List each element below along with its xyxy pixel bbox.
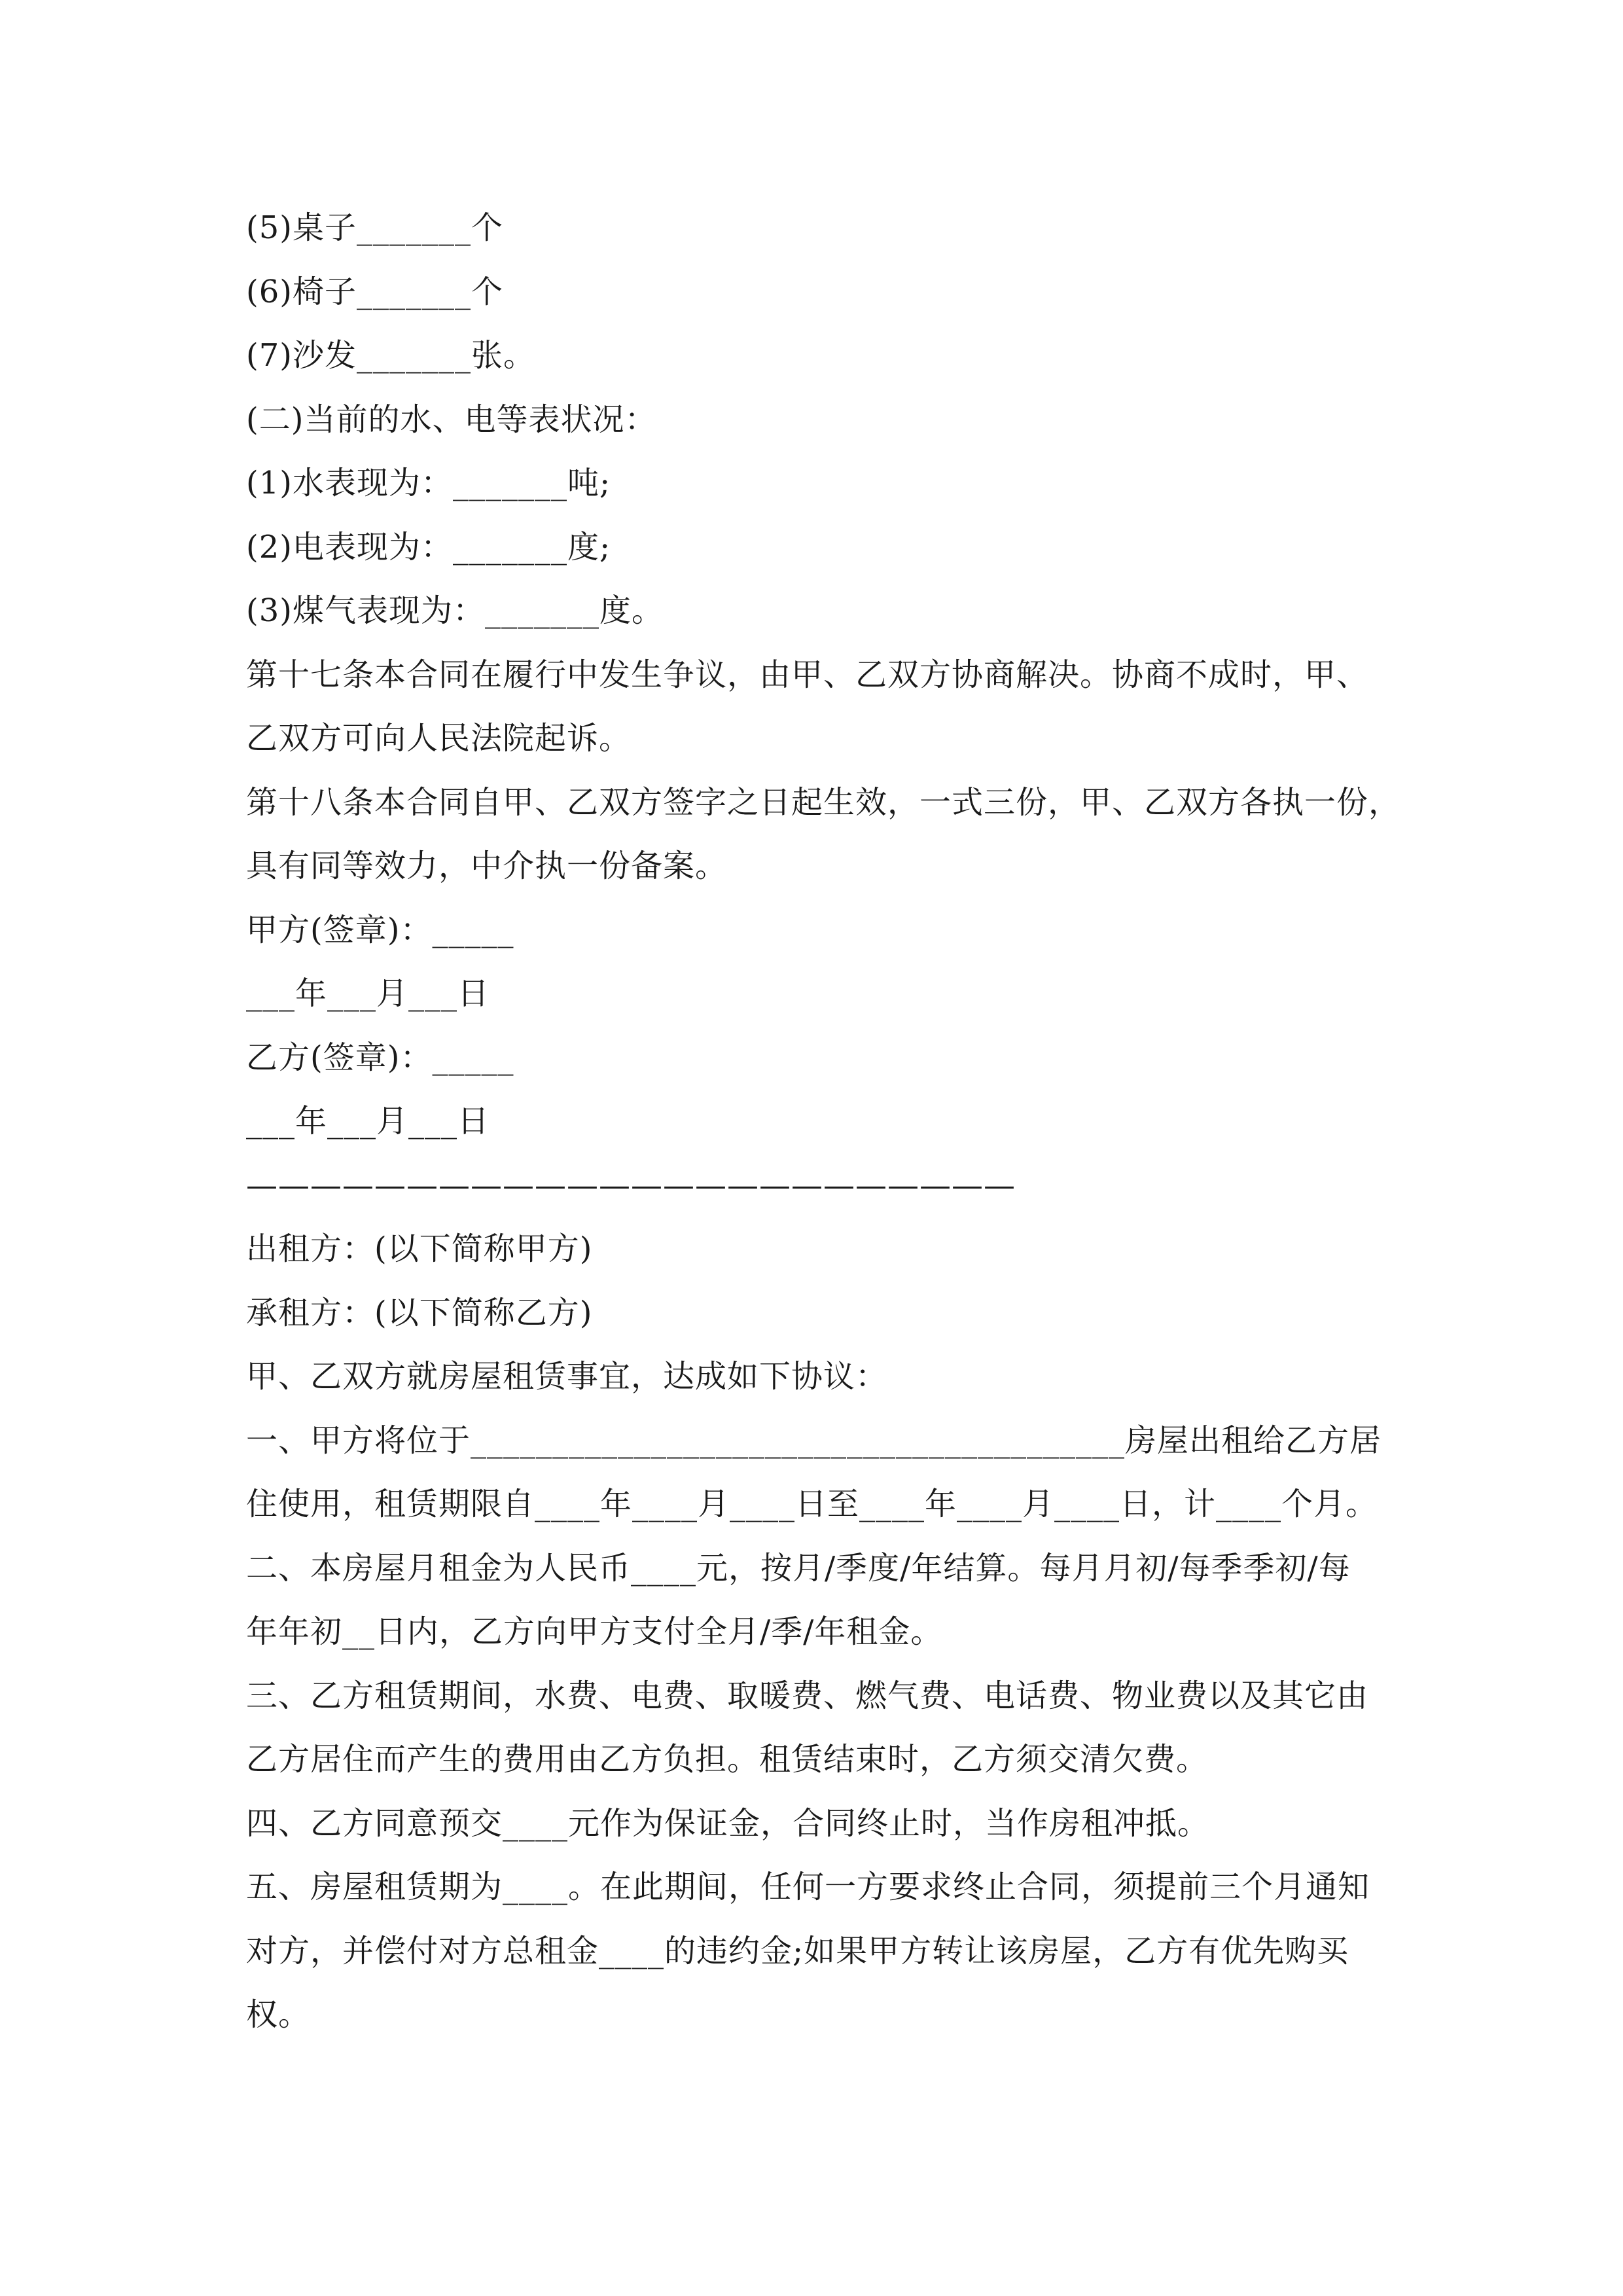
date-line-party-b: ___年___月___日 <box>246 1103 490 1139</box>
clause-line: 二、本房屋月租金为人民币____元，按月/季度/年结算。每月月初/每季季初/每 <box>246 1549 1351 1587</box>
clause-line: 第十八条本合同自甲、乙双方签字之日起生效，一式三份，甲、乙双方各执一份， <box>246 783 1401 821</box>
clause-line: 权。 <box>246 1996 311 2033</box>
document-body <box>246 196 1401 2047</box>
clause-line: 三、乙方租赁期间，水费、电费、取暖费、燃气费、电话费、物业费以及其它由 <box>246 1677 1369 1714</box>
clause-line: 四、乙方同意预交____元作为保证金，合同终止时，当作房租冲抵。 <box>246 1804 1210 1842</box>
list-item: (3)煤气表现为：_______度。 <box>246 592 664 629</box>
clause-line: 五、房屋租赁期为____。在此期间，任何一方要求终止合同，须提前三个月通知 <box>246 1869 1370 1905</box>
list-item: (6)椅子_______个 <box>246 273 503 310</box>
signature-line-party-b: 乙方(签章)：_____ <box>246 1039 514 1076</box>
list-item: (2)电表现为：_______度; <box>246 528 611 565</box>
clause-line: 乙双方可向人民法院起诉。 <box>246 720 632 757</box>
section-heading: (二)当前的水、电等表状况： <box>246 401 657 438</box>
section-divider: ———————————————————————— <box>246 1166 1016 1204</box>
clause-line: 年年初__日内，乙方向甲方支付全月/季/年租金。 <box>246 1613 943 1650</box>
clause-line: 住使用，租赁期限自____年____月____日至____年____月____日，计____个月。 <box>246 1486 1378 1522</box>
clause-line: 一、甲方将位于________________________________________房屋出租给乙方居 <box>246 1422 1382 1459</box>
date-line-party-a: ___年___月___日 <box>246 975 490 1012</box>
lessor-line: 出租方：(以下简称甲方) <box>246 1230 593 1267</box>
list-item: (5)桌子_______个 <box>246 209 503 246</box>
clause-line: 对方，并偿付对方总租金____的违约金;如果甲方转让该房屋，乙方有优先购买 <box>246 1932 1349 1969</box>
signature-line-party-a: 甲方(签章)：_____ <box>246 911 514 948</box>
list-item: (1)水表现为：_______吨; <box>246 465 611 501</box>
agreement-intro: 甲、乙双方就房屋租赁事宜，达成如下协议： <box>246 1358 888 1395</box>
lessee-line: 承租方：(以下简称乙方) <box>246 1294 593 1331</box>
clause-line: 具有同等效力，中介执一份备案。 <box>246 848 728 884</box>
clause-line: 乙方居住而产生的费用由乙方负担。租赁结束时，乙方须交清欠费。 <box>246 1741 1209 1778</box>
list-item: (7)沙发_______张。 <box>246 337 535 374</box>
clause-line: 第十七条本合同在履行中发生争议，由甲、乙双方协商解决。协商不成时，甲、 <box>246 656 1369 693</box>
